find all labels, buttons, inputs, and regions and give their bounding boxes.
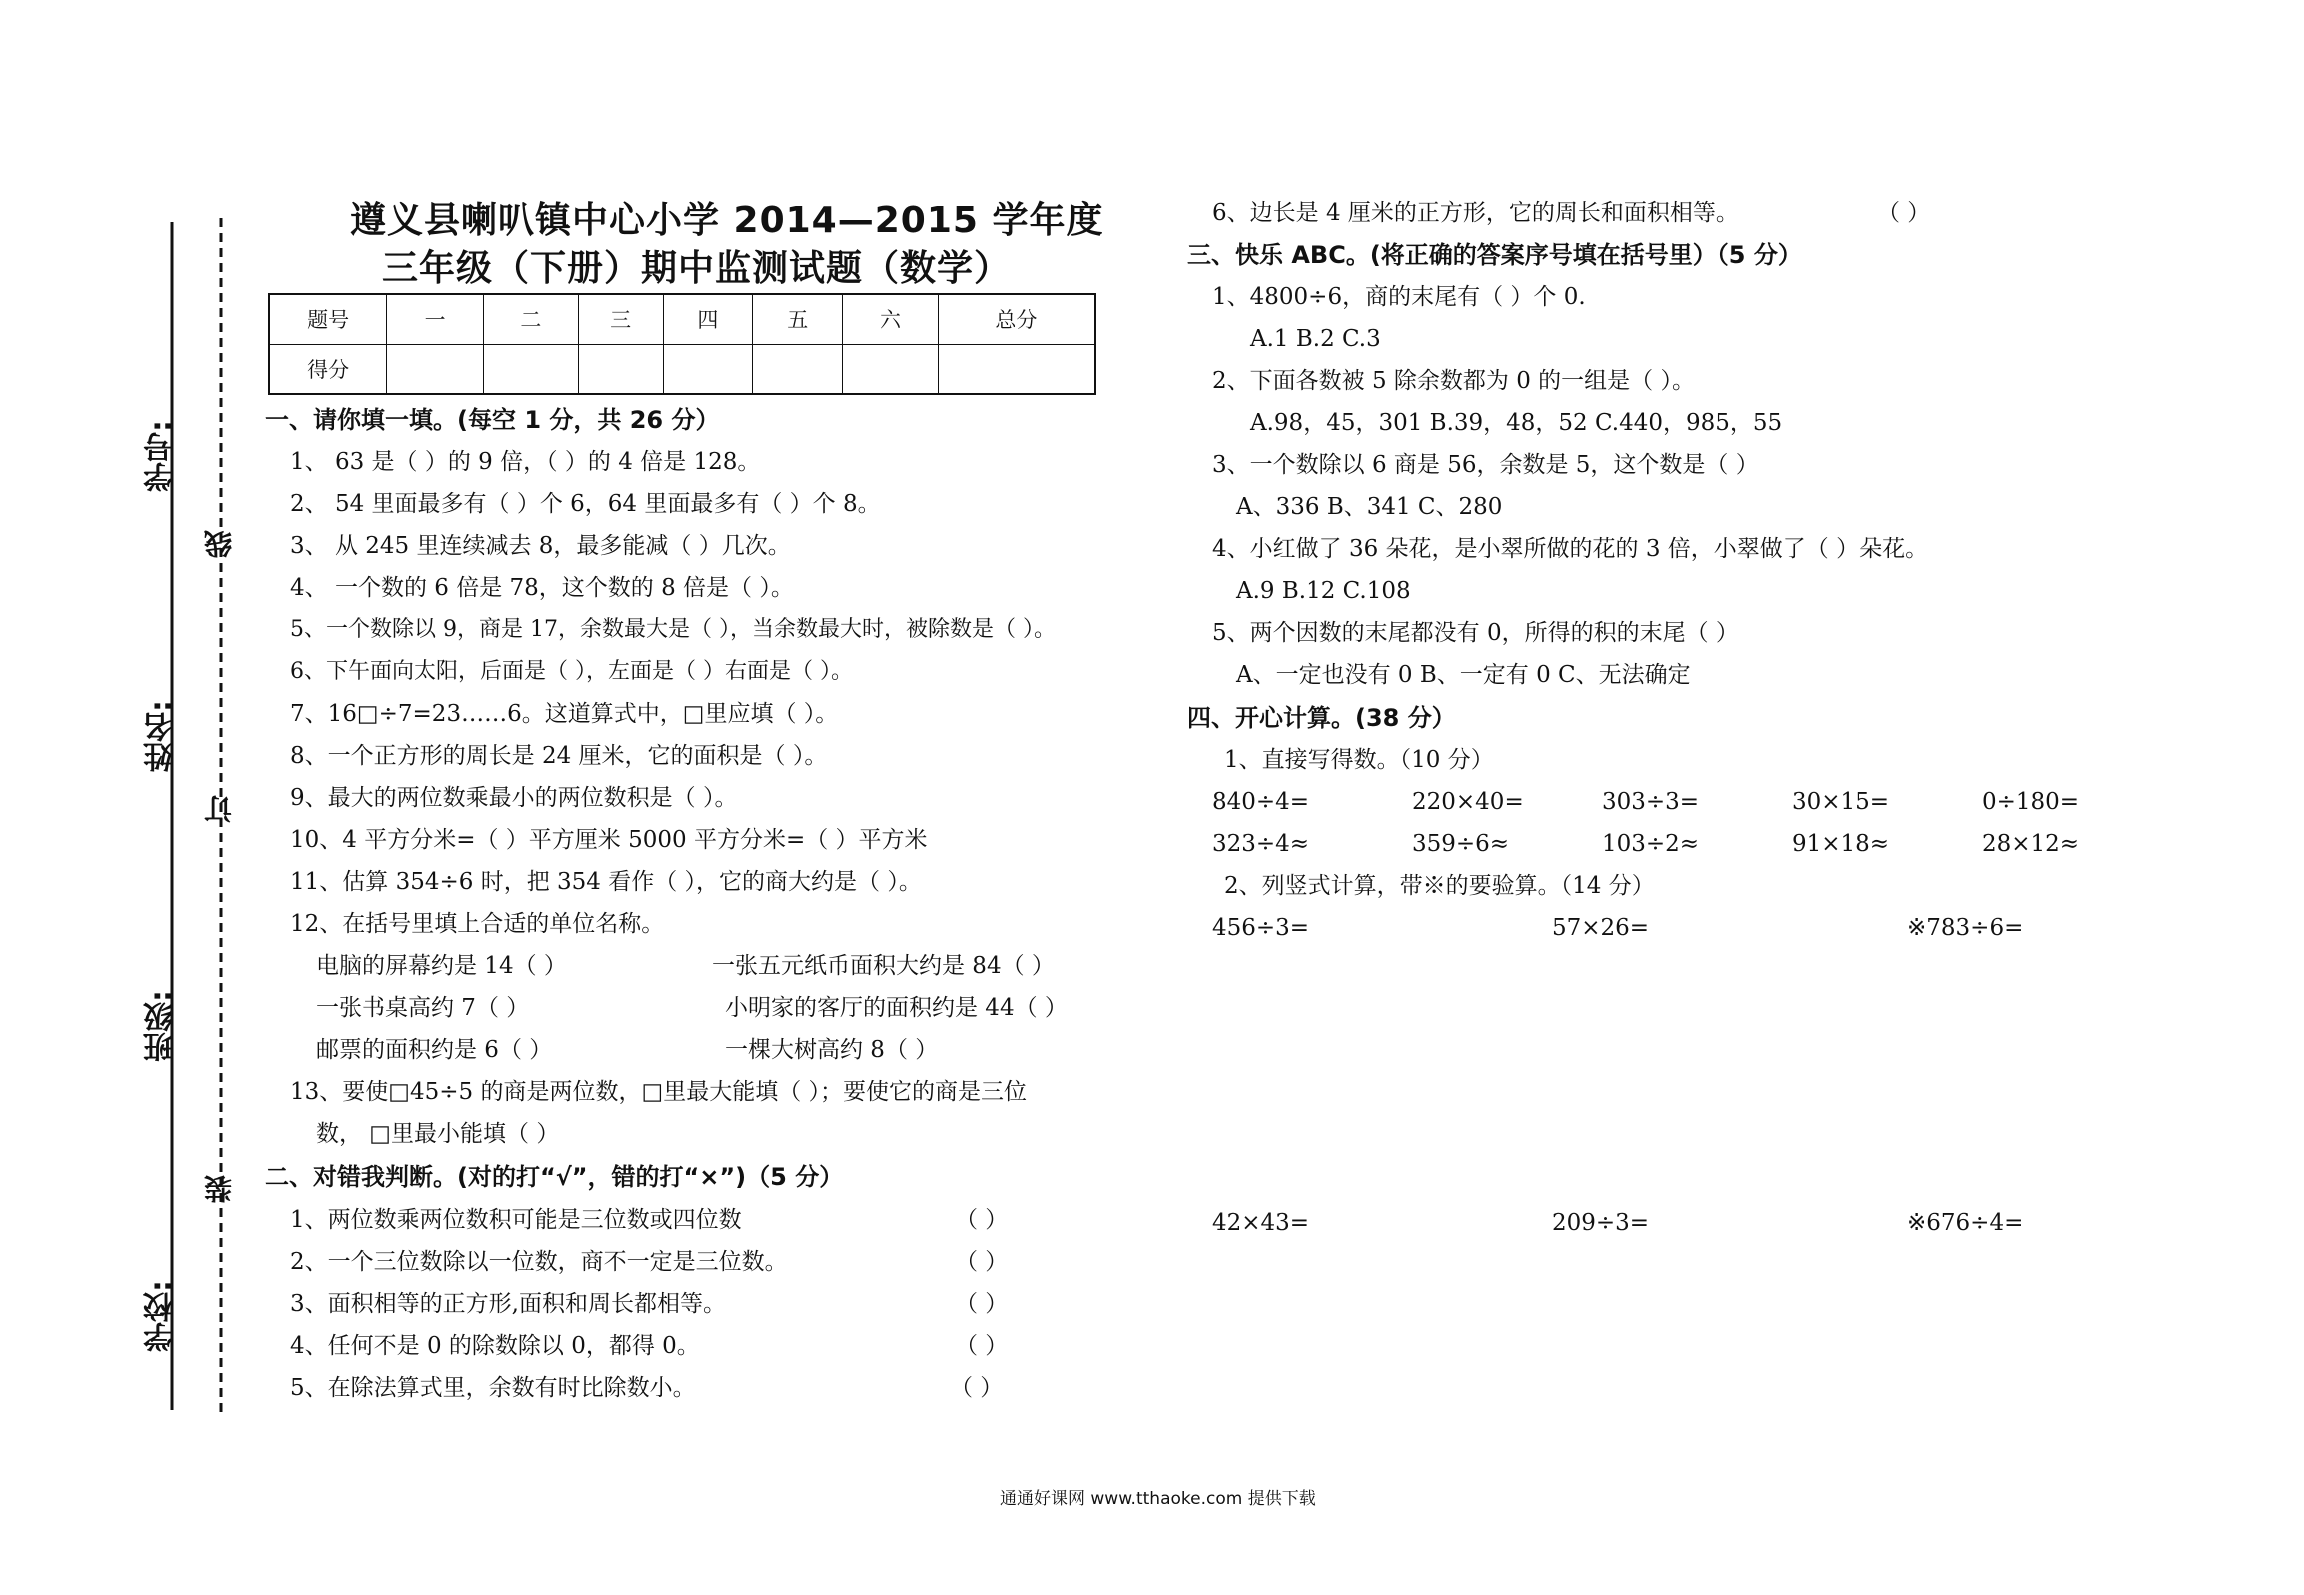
score-cell[interactable] <box>483 344 578 394</box>
calc-item: 28×12≈ <box>1982 831 2080 857</box>
score-header-cell: 二 <box>483 294 578 344</box>
section4-heading: 四、开心计算。(38 分） <box>1187 704 1456 732</box>
question-item: 7、16□÷7=23……6。这道算式中，□里应填（ ）。 <box>290 701 839 727</box>
bind-char-bind: 装 <box>203 1175 236 1203</box>
judge-answer-paren[interactable]: （ ） <box>955 1333 1009 1359</box>
choice-question: 2、下面各数被 5 除余数都为 0 的一组是（ ）。 <box>1212 368 1695 394</box>
question-item: 4、 一个数的 6 倍是 78，这个数的 8 倍是（ ）。 <box>290 575 794 601</box>
question-item: 10、4 平方分米=（ ）平方厘米 5000 平方分米=（ ）平方米 <box>290 827 928 853</box>
choice-question: 5、两个因数的末尾都没有 0，所得的积的末尾（ ） <box>1212 620 1739 646</box>
score-table <box>268 293 1096 395</box>
vertical-calc-item: ※676÷4= <box>1907 1210 2024 1236</box>
section1-heading: 一、请你填一填。(每空 1 分，共 26 分） <box>265 406 720 434</box>
score-row-label: 得分 <box>269 344 387 394</box>
calc-subheading: 2、列竖式计算，带※的要验算。（14 分） <box>1224 873 1655 899</box>
score-header-row <box>269 294 1095 344</box>
score-cell[interactable] <box>938 344 1095 394</box>
question-item: 8、一个正方形的周长是 24 厘米，它的面积是（ ）。 <box>290 743 828 769</box>
judge-item: 5、在除法算式里，余数有时比除数小。 <box>290 1375 696 1401</box>
judge-answer-paren[interactable]: （ ） <box>955 1291 1009 1317</box>
vertical-calc-item: 57×26= <box>1552 915 1650 941</box>
score-cell[interactable] <box>843 344 939 394</box>
vertical-calc-item: 42×43= <box>1212 1210 1310 1236</box>
vertical-calc-item: 209÷3= <box>1552 1210 1650 1236</box>
question-item: 12、在括号里填上合适的单位名称。 <box>290 911 665 937</box>
choice-options: A.1 B.2 C.3 <box>1250 326 1381 352</box>
choice-question: 1、4800÷6，商的末尾有（ ）个 0. <box>1212 284 1586 310</box>
id-label: 学号: <box>144 420 179 492</box>
question-item: 9、最大的两位数乘最小的两位数积是（ ）。 <box>290 785 738 811</box>
section3-heading: 三、快乐 ABC。(将正确的答案序号填在括号里）（5 分） <box>1187 241 1802 269</box>
title-line1: 遵义县喇叭镇中心小学 2014—2015 学年度 <box>350 200 1104 241</box>
judge-answer-paren[interactable]: （ ） <box>1877 200 1931 226</box>
choice-options: A、一定也没有 0 B、一定有 0 C、无法确定 <box>1236 662 1691 688</box>
bind-char-staple: 订 <box>203 795 236 823</box>
question-item: 3、 从 245 里连续减去 8，最多能减（ ）几次。 <box>290 533 791 559</box>
judge-item: 6、边长是 4 厘米的正方形，它的周长和面积相等。 <box>1212 200 1739 226</box>
footer-text: 通通好课网 www.tthaoke.com 提供下载 <box>1000 1489 1316 1509</box>
judge-answer-paren[interactable]: （ ） <box>955 1249 1009 1275</box>
score-cell[interactable] <box>663 344 753 394</box>
choice-options: A.98，45，301 B.39，48，52 C.440，985，55 <box>1250 410 1783 436</box>
choice-options: A、336 B、341 C、280 <box>1236 494 1503 520</box>
question-item: 11、估算 354÷6 时，把 354 看作（ ），它的商大约是（ ）。 <box>290 869 922 895</box>
question-subitem: 电脑的屏幕约是 14（ ） <box>316 953 567 979</box>
calc-item: 91×18≈ <box>1792 831 1890 857</box>
score-header-cell: 四 <box>663 294 753 344</box>
calc-item: 840÷4= <box>1212 789 1310 815</box>
choice-question: 3、一个数除以 6 商是 56，余数是 5，这个数是（ ） <box>1212 452 1759 478</box>
question-subitem: 一张五元纸币面积大约是 84（ ） <box>712 953 1055 979</box>
school-label: 学校: <box>144 1280 179 1352</box>
vertical-calc-item: ※783÷6= <box>1907 915 2024 941</box>
score-header-cell: 总分 <box>938 294 1095 344</box>
score-cell[interactable] <box>578 344 663 394</box>
name-label: 姓名: <box>144 700 179 772</box>
judge-answer-paren[interactable]: （ ） <box>950 1375 1004 1401</box>
question-item: 2、 54 里面最多有（ ）个 6，64 里面最多有（ ）个 8。 <box>290 491 881 517</box>
vertical-calc-item: 456÷3= <box>1212 915 1310 941</box>
calc-item: 359÷6≈ <box>1412 831 1510 857</box>
score-value-row <box>269 344 1095 394</box>
judge-item: 1、两位数乘两位数积可能是三位数或四位数 <box>290 1207 742 1233</box>
question-subitem: 一张书桌高约 7（ ） <box>316 995 530 1021</box>
score-header-cell: 三 <box>578 294 663 344</box>
question-subitem: 邮票的面积约是 6（ ） <box>316 1037 553 1063</box>
calc-item: 0÷180= <box>1982 789 2080 815</box>
calc-item: 323÷4≈ <box>1212 831 1310 857</box>
calc-item: 103÷2≈ <box>1602 831 1700 857</box>
calc-subheading: 1、直接写得数。（10 分） <box>1224 747 1494 773</box>
calc-item: 303÷3= <box>1602 789 1700 815</box>
judge-answer-paren[interactable]: （ ） <box>955 1207 1009 1233</box>
calc-item: 30×15= <box>1792 789 1890 815</box>
question-item: 5、一个数除以 9，商是 17，余数最大是（ ），当余数最大时，被除数是（ ）。 <box>290 617 1056 642</box>
judge-item: 3、面积相等的正方形,面积和周长都相等。 <box>290 1291 726 1317</box>
score-header-cell: 一 <box>387 294 484 344</box>
judge-item: 2、一个三位数除以一位数，商不一定是三位数。 <box>290 1249 788 1275</box>
question-item-continued: 数， □里最小能填（ ） <box>316 1121 560 1147</box>
choice-options: A.9 B.12 C.108 <box>1236 578 1411 604</box>
score-cell[interactable] <box>387 344 484 394</box>
score-header-cell: 题号 <box>269 294 387 344</box>
class-label: 班级: <box>144 990 179 1062</box>
judge-item: 4、任何不是 0 的除数除以 0，都得 0。 <box>290 1333 700 1359</box>
question-item: 6、下午面向太阳，后面是（ ），左面是（ ）右面是（ ）。 <box>290 659 853 684</box>
section2-heading: 二、对错我判断。(对的打“√”，错的打“×”)（5 分） <box>265 1163 844 1191</box>
question-subitem: 一棵大树高约 8（ ） <box>725 1037 939 1063</box>
question-item: 13、要使□45÷5 的商是两位数，□里最大能填（ ）；要使它的商是三位 <box>290 1079 1028 1105</box>
score-header-cell: 五 <box>753 294 843 344</box>
choice-question: 4、小红做了 36 朵花，是小翠所做的花的 3 倍，小翠做了（ ）朵花。 <box>1212 536 1929 562</box>
title-line2: 三年级（下册）期中监测试题（数学） <box>382 248 1012 289</box>
bind-char-line: 线 <box>203 530 236 558</box>
calc-item: 220×40= <box>1412 789 1524 815</box>
question-item: 1、 63 是（ ）的 9 倍，（ ）的 4 倍是 128。 <box>290 449 761 475</box>
score-header-cell: 六 <box>843 294 939 344</box>
score-cell[interactable] <box>753 344 843 394</box>
question-subitem: 小明家的客厅的面积约是 44（ ） <box>725 995 1068 1021</box>
